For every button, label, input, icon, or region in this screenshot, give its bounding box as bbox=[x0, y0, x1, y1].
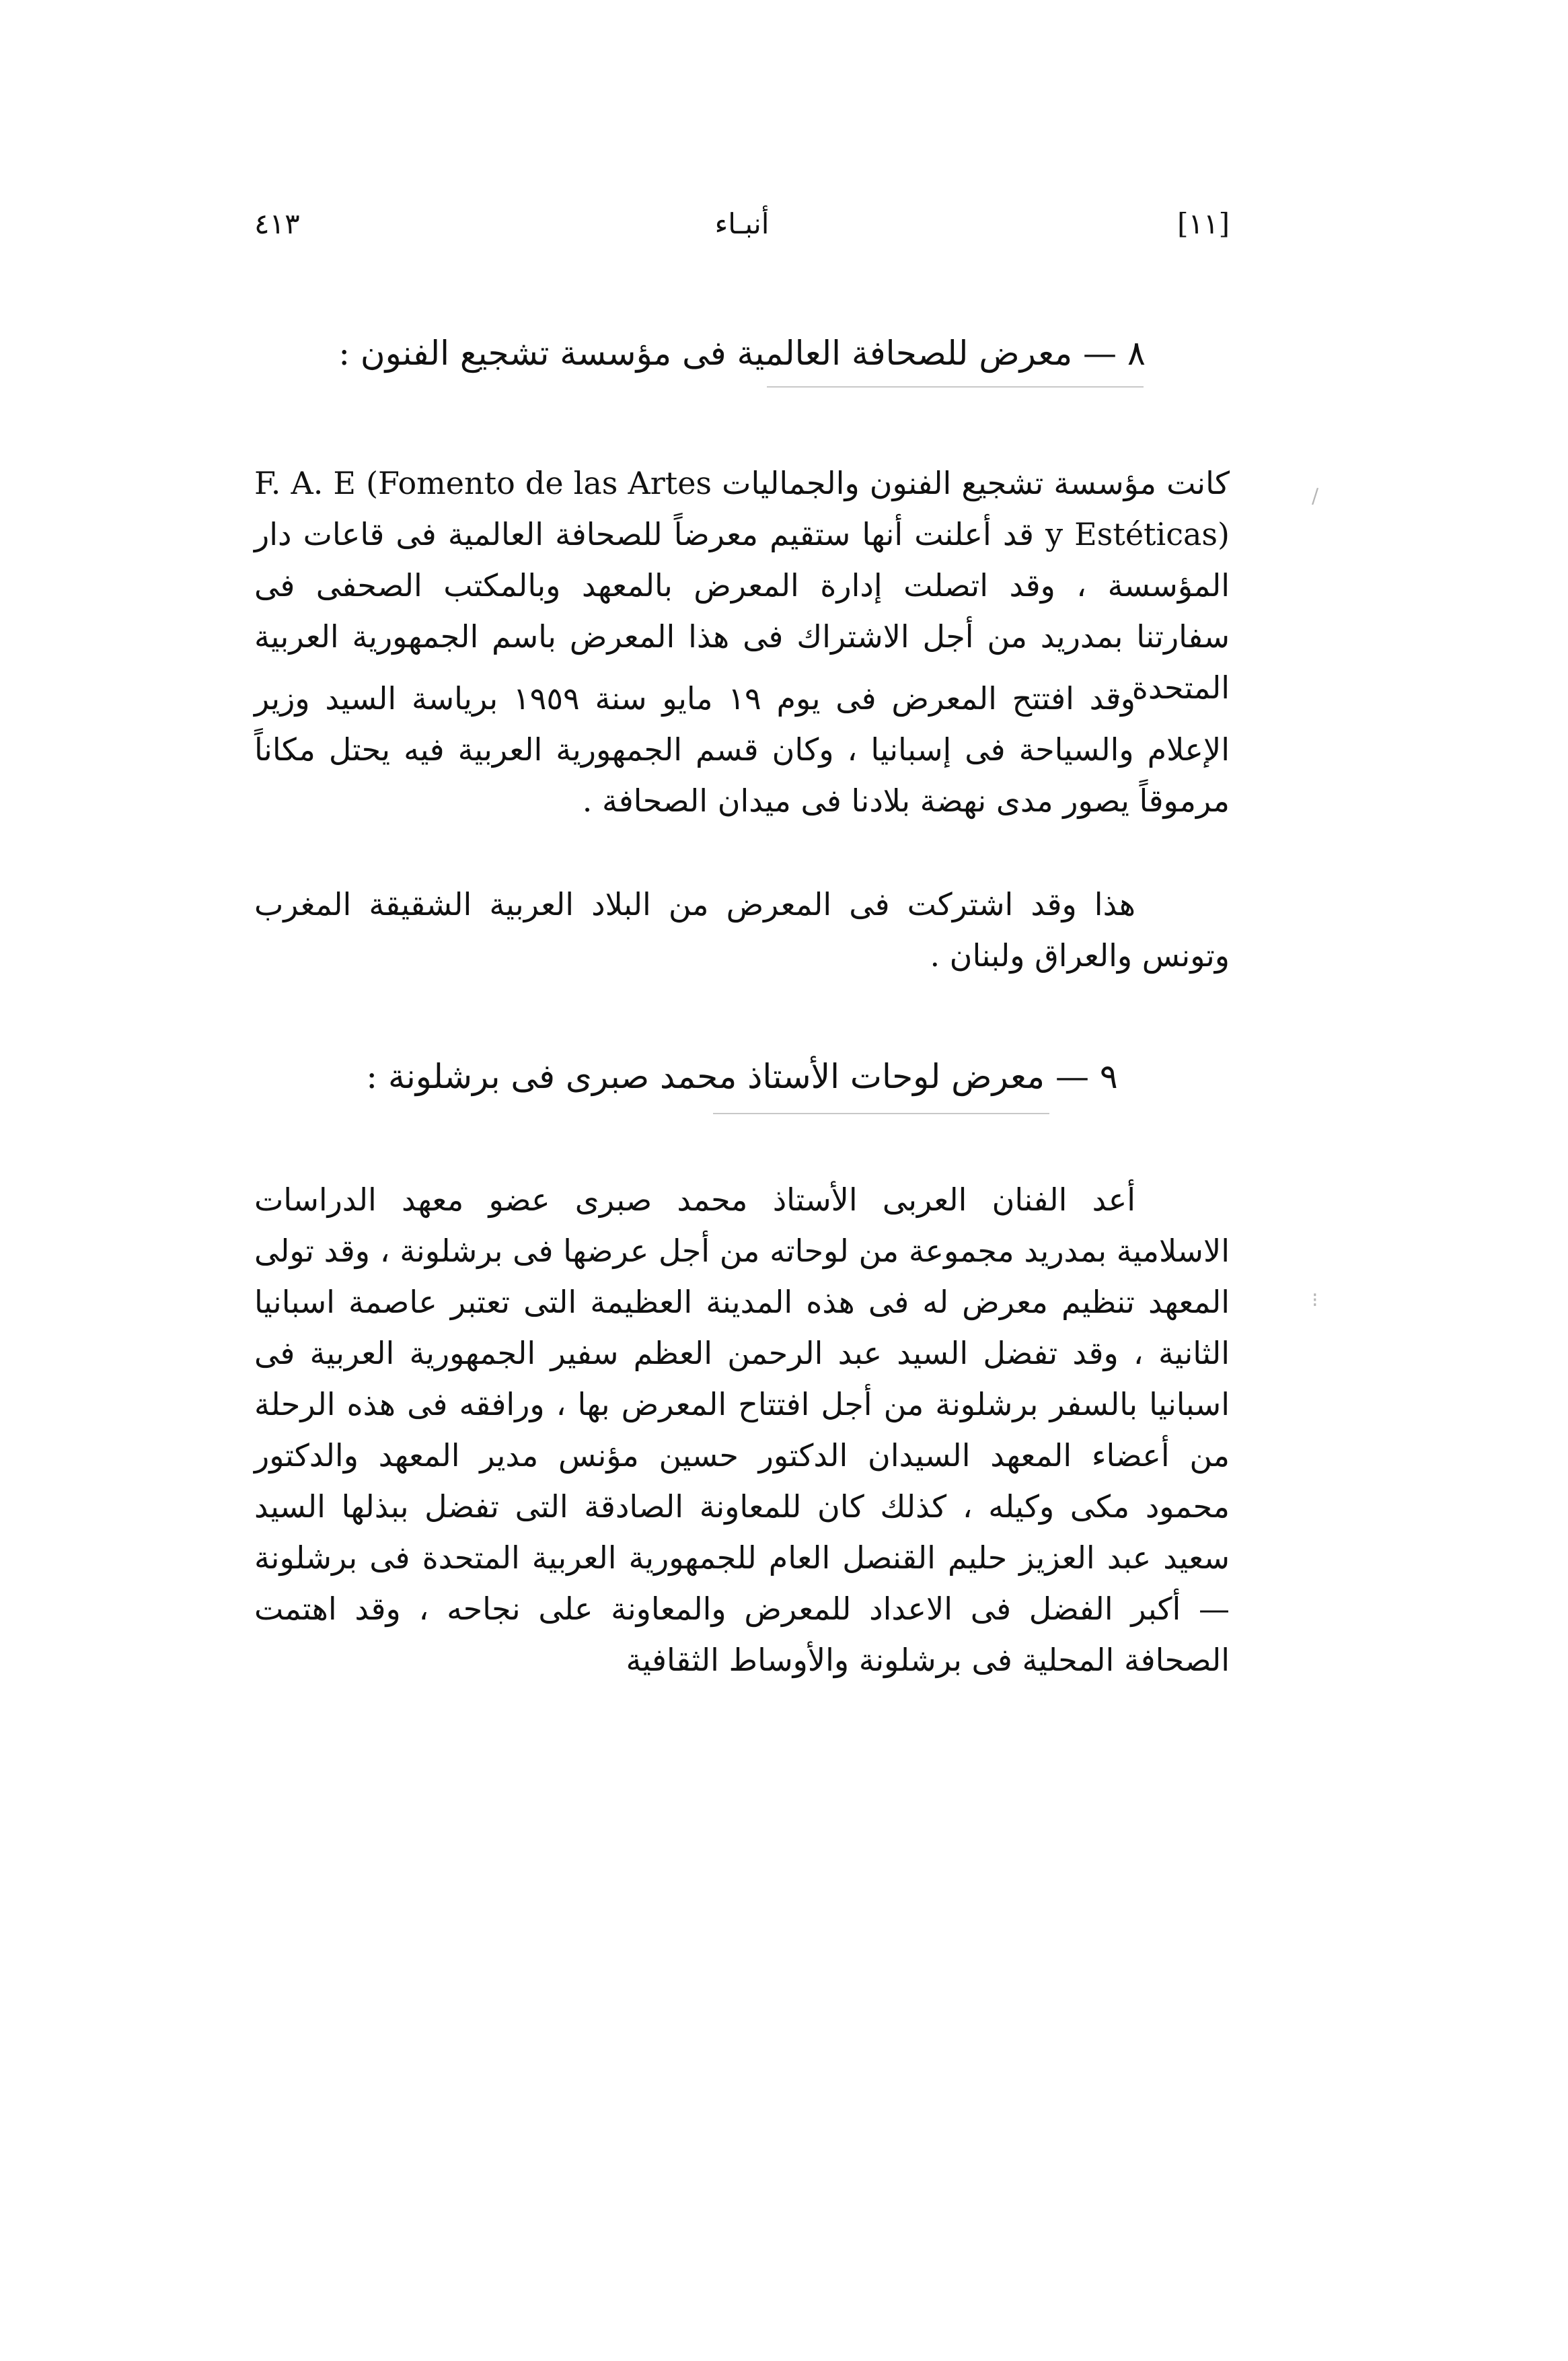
heading-underline bbox=[713, 1113, 1049, 1114]
section-8-heading: ٨ — معرض للصحافة العالمية فى مؤسسة تشجيع الفنون : bbox=[338, 334, 1146, 373]
section-8-paragraph-2: وقد افتتح المعرض فى يوم ١٩ مايو سنة ١٩٥٩ برياسة السيد وزير الإعلام والسياحة فى إسبانيا ، وكان قسم الجمهورية العربية فيه يحتل مكاناً مرموقاً يصور مدى نهضة بلادنا فى ميدان الصحافة . bbox=[254, 680, 1230, 819]
bracket-number: [١١] bbox=[1177, 207, 1230, 240]
margin-mark: ⁝ bbox=[1312, 1288, 1318, 1312]
section-8-paragraph-3: هذا وقد اشتركت فى المعرض من البلاد العربية الشقيقة المغرب وتونس والعراق ولبنان . bbox=[254, 886, 1230, 974]
section-9-heading: ٩ — معرض لوحات الأستاذ محمد صبرى فى برشلونة : bbox=[366, 1057, 1118, 1096]
running-title: أنبـاء bbox=[714, 207, 770, 240]
section-8-paragraph-1: كانت مؤسسة تشجيع الفنون والجماليات F. A. E (Fomento de las Artes y Estéticas) قد أعلنت أنها ستقيم معرضاً للصحافة العالمية فى قاعات دار المؤسسة ، وقد اتصلت إدارة المعرض بالمعهد وبالمكتب الصحفى فى سفارتنا بمدريد من أجل الاشتراك فى هذا المعرض باسم الجمهورية العربية المتحدة . bbox=[254, 465, 1230, 706]
section-9-paragraph-1: أعد الفنان العربى الأستاذ محمد صبرى عضو معهد الدراسات الاسلامية بمدريد مجموعة من لوحاته من أجل عرضها فى برشلونة ، وقد تولى المعهد تنظيم معرض له فى هذه المدينة العظيمة التى تعتبر عاصمة اسبانيا الثانية ، وقد تفضل السيد عبد الرحمن العظم سفير الجمهورية العربية فى اسبانيا بالسفر برشلونة من أجل افتتاح المعرض بها ، ورافقه فى هذه الرحلة من أعضاء المعهد السيدان الدكتور حسين مؤنس مدير المعهد والدكتور محمود مكى وكيله ، كذلك كان للمعاونة الصادقة التى تفضل ببذلها السيد سعيد عبد العزيز حليم القنصل العام للجمهورية العربية المتحدة فى برشلونة — أكبر الفضل فى الاعداد للمعرض والمعاونة على نجاحه ، وقد اهتمت الصحافة المحلية فى برشلونة والأوساط الثقافية bbox=[254, 1182, 1230, 1678]
heading-underline bbox=[767, 386, 1144, 388]
running-header bbox=[254, 207, 1230, 254]
margin-mark: / bbox=[1312, 484, 1319, 508]
page-number: ٤١٣ bbox=[254, 207, 300, 240]
